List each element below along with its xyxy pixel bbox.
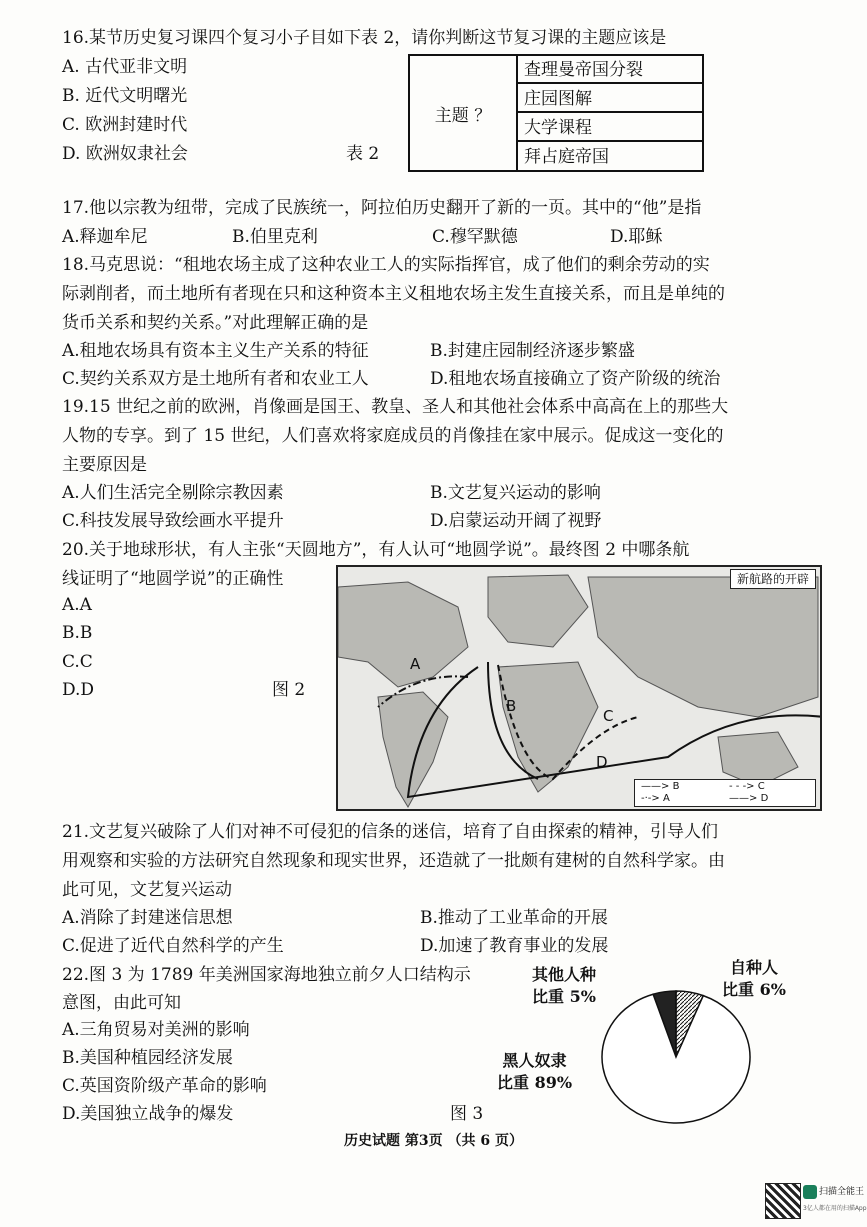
q16-option-a: A. 古代亚非文明 — [62, 57, 188, 77]
q16-table-theme: 主题 ？ — [410, 56, 518, 170]
pie-label-other-name: 其他人种 — [532, 965, 597, 984]
legend-c: C — [757, 781, 765, 792]
route-d-label: D — [596, 753, 608, 771]
q17-option-d: D.耶稣 — [610, 227, 663, 247]
q22-stem-line: 意图，由此可知 — [62, 993, 181, 1013]
q16-stem: 16.某节历史复习课四个复习小子目如下表 2，请你判断这节复习课的主题应该是 — [62, 28, 667, 48]
q16-table — [408, 54, 704, 172]
q20-option-c: C.C — [62, 652, 93, 672]
q17-stem: 17.他以宗教为纽带，完成了民族统一，阿拉伯历史翻开了新的一页。其中的“他”是指 — [62, 198, 702, 218]
q18-stem-line: 货币关系和契约关系。”对此理解正确的是 — [62, 313, 369, 333]
q16-option-c: C. 欧洲封建时代 — [62, 115, 188, 135]
q19-option-c: C.科技发展导致绘画水平提升 — [62, 511, 284, 531]
q19-stem-line: 主要原因是 — [62, 455, 147, 475]
q16-table-row: 庄园图解 — [516, 85, 702, 113]
q18-stem-line: 际剥削者，而土地所有者现在只和这种资本主义租地农场主发生直接关系，而且是单纯的 — [62, 284, 725, 304]
q21-option-c: C.促进了近代自然科学的产生 — [62, 936, 284, 956]
q20-stem-line: 20.关于地球形状，有人主张“天圆地方”，有人认可“地圆学说”。最终图 2 中哪条航 — [62, 540, 690, 560]
q22-option-d: D.美国独立战争的爆发 — [62, 1104, 234, 1124]
q17-option-a: A.释迦牟尼 — [62, 227, 148, 247]
new-sea-routes-map — [336, 565, 822, 811]
page-footer: 历史试题 第3页 （共 6 页） — [344, 1133, 523, 1149]
q18-option-a: A.租地农场具有资本主义生产关系的特征 — [62, 341, 369, 361]
north-america-land — [338, 582, 468, 687]
q21-stem-line: 21.文艺复兴破除了人们对神不可侵犯的信条的迷信，培育了自由探索的精神，引导人们 — [62, 822, 719, 842]
q21-stem-line: 此可见，文艺复兴运动 — [62, 880, 232, 900]
q18-option-b: B.封建庄园制经济逐步繁盛 — [430, 341, 635, 361]
population-pie-chart — [596, 985, 756, 1125]
q17-option-c: C.穆罕默德 — [432, 227, 518, 247]
route-b-label: B — [506, 697, 517, 715]
q16-table-caption: 表 2 — [346, 144, 380, 164]
q16-table-row: 查理曼帝国分裂 — [516, 56, 702, 84]
q18-stem-line: 18.马克思说：“租地农场主成了这种农业工人的实际指挥官，成了他们的剩余劳动的实 — [62, 255, 710, 275]
q16-option-b: B. 近代文明曙光 — [62, 86, 188, 106]
q21-option-d: D.加速了教育事业的发展 — [420, 936, 609, 956]
q19-option-b: B.文艺复兴运动的影响 — [430, 483, 601, 503]
pie-label-black — [497, 1050, 572, 1094]
q19-option-a: A.人们生活完全剔除宗教因素 — [62, 483, 284, 503]
q20-figure-caption: 图 2 — [272, 680, 306, 700]
pie-label-white-value: 比重 6% — [722, 980, 786, 999]
route-c-label: C — [603, 707, 614, 725]
camscanner-logo-icon — [803, 1185, 817, 1199]
q21-stem-line: 用观察和实验的方法研究自然现象和现实世界，还造就了一批颇有建树的自然科学家。由 — [62, 851, 725, 871]
q22-option-c: C.英国资阶级产革命的影响 — [62, 1076, 267, 1096]
asia-land — [588, 577, 818, 717]
q16-table-row: 大学课程 — [516, 114, 702, 142]
scanner-badge — [765, 1183, 867, 1219]
q18-option-c: C.契约关系双方是土地所有者和农业工人 — [62, 369, 369, 389]
q22-stem-line: 22.图 3 为 1789 年美洲国家海地独立前夕人口结构示 — [62, 965, 471, 985]
q22-figure-caption: 图 3 — [450, 1104, 484, 1124]
pie-label-black-value: 比重 89% — [497, 1073, 573, 1092]
q22-option-b: B.美国种植园经济发展 — [62, 1048, 233, 1068]
q20-option-a: A.A — [62, 595, 92, 615]
pie-label-other — [532, 964, 596, 1008]
legend-b: B — [672, 781, 680, 792]
africa-land — [498, 662, 598, 792]
map-title: 新航路的开辟 — [730, 569, 816, 589]
legend-d: D — [760, 793, 769, 804]
legend-a: A — [662, 793, 670, 804]
q22-option-a: A.三角贸易对美洲的影响 — [62, 1020, 250, 1040]
pie-label-black-name: 黑人奴隶 — [502, 1051, 567, 1070]
q16-option-d: D. 欧洲奴隶社会 — [62, 144, 188, 164]
europe-land — [488, 575, 588, 647]
q20-stem-line: 线证明了“地圆学说”的正确性 — [62, 569, 284, 589]
pie-label-other-value: 比重 5% — [532, 987, 596, 1006]
q18-option-d: D.租地农场直接确立了资产阶级的统治 — [430, 369, 721, 389]
q21-option-a: A.消除了封建迷信思想 — [62, 908, 233, 928]
q20-option-b: B.B — [62, 623, 93, 643]
qr-code-icon — [765, 1183, 801, 1219]
q19-option-d: D.启蒙运动开阔了视野 — [430, 511, 602, 531]
q20-option-d: D.D — [62, 680, 95, 700]
pie-label-white — [722, 957, 786, 1001]
pie-label-white-name: 自种人 — [729, 958, 778, 977]
q21-option-b: B.推动了工业革命的开展 — [420, 908, 608, 928]
scanner-badge-text: 扫描全能王 — [819, 1187, 865, 1197]
q16-table-row: 拜占庭帝国 — [524, 147, 609, 167]
q17-option-b: B.伯里克利 — [232, 227, 318, 247]
q19-stem-line: 19.15 世纪之前的欧洲，肖像画是国王、教皇、圣人和其他社会体系中高高在上的那些大 — [62, 397, 729, 417]
route-a-label: A — [410, 655, 421, 673]
q19-stem-line: 人物的专享。到了 15 世纪，人们喜欢将家庭成员的肖像挂在家中展示。促成这一变化的 — [62, 426, 724, 446]
map-legend: ——> B -·-> A - - -> C ——> D — [634, 779, 816, 807]
scanner-badge-subtext: 3亿人都在用的扫描App — [803, 1205, 867, 1212]
map-drawing — [338, 567, 822, 811]
